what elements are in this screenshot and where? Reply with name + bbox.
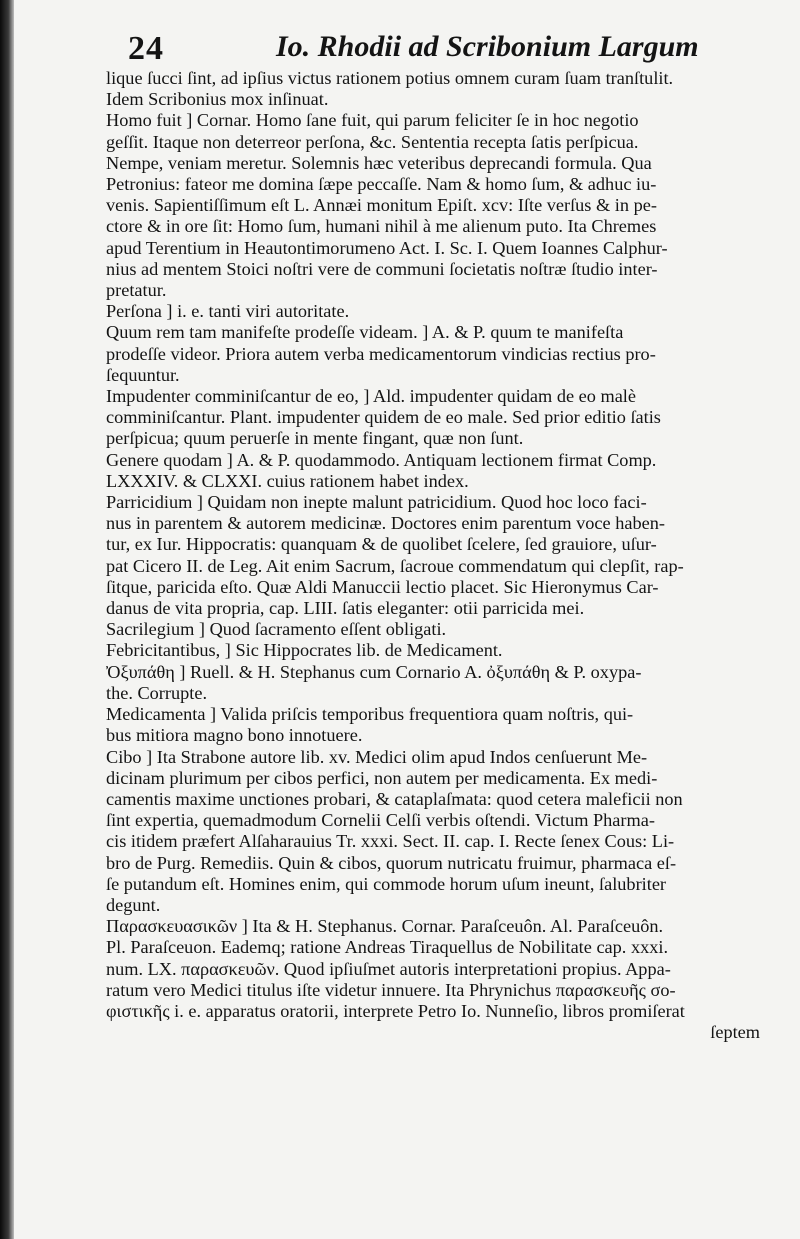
text-line: bus mitiora magno bono innotuere. (106, 725, 363, 746)
text-line: Quum rem tam manifeſte prodeſſe videam. ] A. & P. quum te manifeſta (106, 322, 624, 343)
text-line: the. Corrupte. (106, 682, 208, 703)
text-line: lique ſucci ſint, ad ipſius victus rationem potius omnem curam ſuam tranſtulit. (106, 68, 674, 88)
text-line: pat Cicero II. de Leg. Ait enim Sacrum, ſacroue commendatum qui clepſit, rap- (106, 555, 684, 576)
text-line: bro de Purg. Remediis. Quin & cibos, quorum nutricatu fruimur, pharmaca eſ- (106, 852, 677, 873)
text-line: Parricidium ] Quidam non inepte malunt patricidium. Quod hoc loco faci- (106, 492, 647, 513)
text-line: comminiſcantur. Plant. impudenter quidem de eo male. Sed prior editio ſatis (106, 407, 661, 428)
binding-shadow (0, 0, 14, 1239)
text-line: danus de vita propria, cap. LIII. ſatis eleganter: otii parricida mei. (106, 598, 585, 619)
text-line: tur, ex Iur. Hippocratis: quanquam & de quolibet ſcelere, ſed grauiore, uſur- (106, 534, 657, 555)
text-line: camentis maxime unctiones probari, & cataplaſmata: quod cetera maleficii non (106, 788, 683, 809)
text-line: Medicamenta ] Valida priſcis temporibus frequentiora quam noſtris, qui- (106, 704, 634, 725)
text-line: prodeſſe videor. Priora autem verba medicamentorum vindicias rectius pro- (106, 343, 656, 364)
text-line: ratum vero Medici titulus iſte videtur innuere. Ita Phrynichus παρασκευῆς σο- (106, 979, 676, 1000)
text-line: ſequuntur. (106, 364, 180, 385)
text-line: ſint expertia, quemadmodum Cornelii Celſi verbis oſtendi. Victum Pharma- (106, 810, 655, 831)
text-line: Homo fuit ] Cornar. Homo ſane fuit, qui parum feliciter ſe in hoc negotio (106, 110, 639, 131)
text-line: venis. Sapientiſſimum eſt L. Annæi monitum Epiſt. xcv: Iſte verſus & in pe- (106, 195, 657, 216)
page-header (106, 26, 766, 68)
body-text (106, 68, 766, 1022)
running-head: Io. Rhodii ad Scribonium Largum (276, 30, 699, 63)
text-line: ſe putandum eſt. Homines enim, qui commode horum uſum ineunt, ſalubriter (106, 873, 667, 894)
text-line: degunt. (106, 894, 161, 915)
text-line: Petronius: fateor me domina ſæpe peccaſſe. Nam & homo ſum, & adhuc iu- (106, 174, 657, 195)
text-line: Παρασκευασικῶν ] Ita & H. Stephanus. Cornar. Paraſceuôn. Al. Paraſceuôn. (106, 916, 664, 937)
text-line: ſitque, paricida eſto. Quæ Aldi Manuccii lectio placet. Sic Hieronymus Car- (106, 576, 659, 597)
page-number: 24 (128, 30, 164, 67)
text-line: Ὀξυπάθη ] Ruell. & H. Stephanus cum Cornario A. ὀξυπάθη & P. oxypa- (106, 661, 642, 682)
text-line: Sacrilegium ] Quod ſacramento eſſent obligati. (106, 619, 447, 640)
text-line: Cibo ] Ita Strabone autore lib. xv. Medici olim apud Indos cenſuerunt Me- (106, 746, 648, 767)
text-line: geſſit. Itaque non deterreor perſona, &c. Sententia recepta ſatis perſpicua. (106, 131, 639, 152)
text-line: pretatur. (106, 280, 167, 301)
text-line: Febricitantibus, ] Sic Hippocrates lib. de Medicament. (106, 640, 503, 661)
text-line: nius ad mentem Stoici noſtri vere de communi ſocietatis noſtræ ſtudio inter- (106, 258, 658, 279)
text-line: apud Terentium in Heautontimorumeno Act. I. Sc. I. Quem Ioannes Calphur- (106, 237, 668, 258)
text-line: φιστικῆς i. e. apparatus oratorii, interprete Petro Io. Nunneſio, libros promiſerat (106, 1000, 685, 1021)
text-line: LXXXIV. & CLXXI. cuius rationem habet index. (106, 470, 469, 491)
text-line: num. LX. παρασκευῶν. Quod ipſiuſmet autoris interpretationi propius. Appa- (106, 958, 671, 979)
text-line: Genere quodam ] A. & P. quodammodo. Antiquam lectionem firmat Comp. (106, 449, 657, 470)
text-line: Impudenter comminiſcantur de eo, ] Ald. impudenter quidam de eo malè (106, 386, 636, 407)
text-line: nus in parentem & autorem medicinæ. Doctores enim parentum voce haben- (106, 513, 665, 534)
text-line: cis itidem præfert Alſaharauius Tr. xxxi. Sect. II. cap. I. Recte ſenex Cous: Li- (106, 831, 675, 852)
text-line: Perſona ] i. e. tanti viri autoritate. (106, 301, 350, 322)
text-line: Pl. Paraſceuon. Eademq; ratione Andreas Tiraquellus de Nobilitate cap. xxxi. (106, 937, 669, 958)
text-line: Nempe, veniam meretur. Solemnis hæc veteribus deprecandi formula. Qua (106, 152, 652, 173)
text-line: dicinam plurimum per cibos perfici, non autem per medicamenta. Ex medi- (106, 767, 658, 788)
text-line: perſpicua; quum peruerſe in mente fingant, quæ non ſunt. (106, 428, 524, 449)
text-line: Idem Scribonius mox inſinuat. (106, 89, 329, 110)
catchword: ſeptem (710, 1022, 760, 1043)
text-line: ctore & in ore ſit: Homo ſum, humani nihil à me alienum puto. Ita Chremes (106, 216, 657, 237)
